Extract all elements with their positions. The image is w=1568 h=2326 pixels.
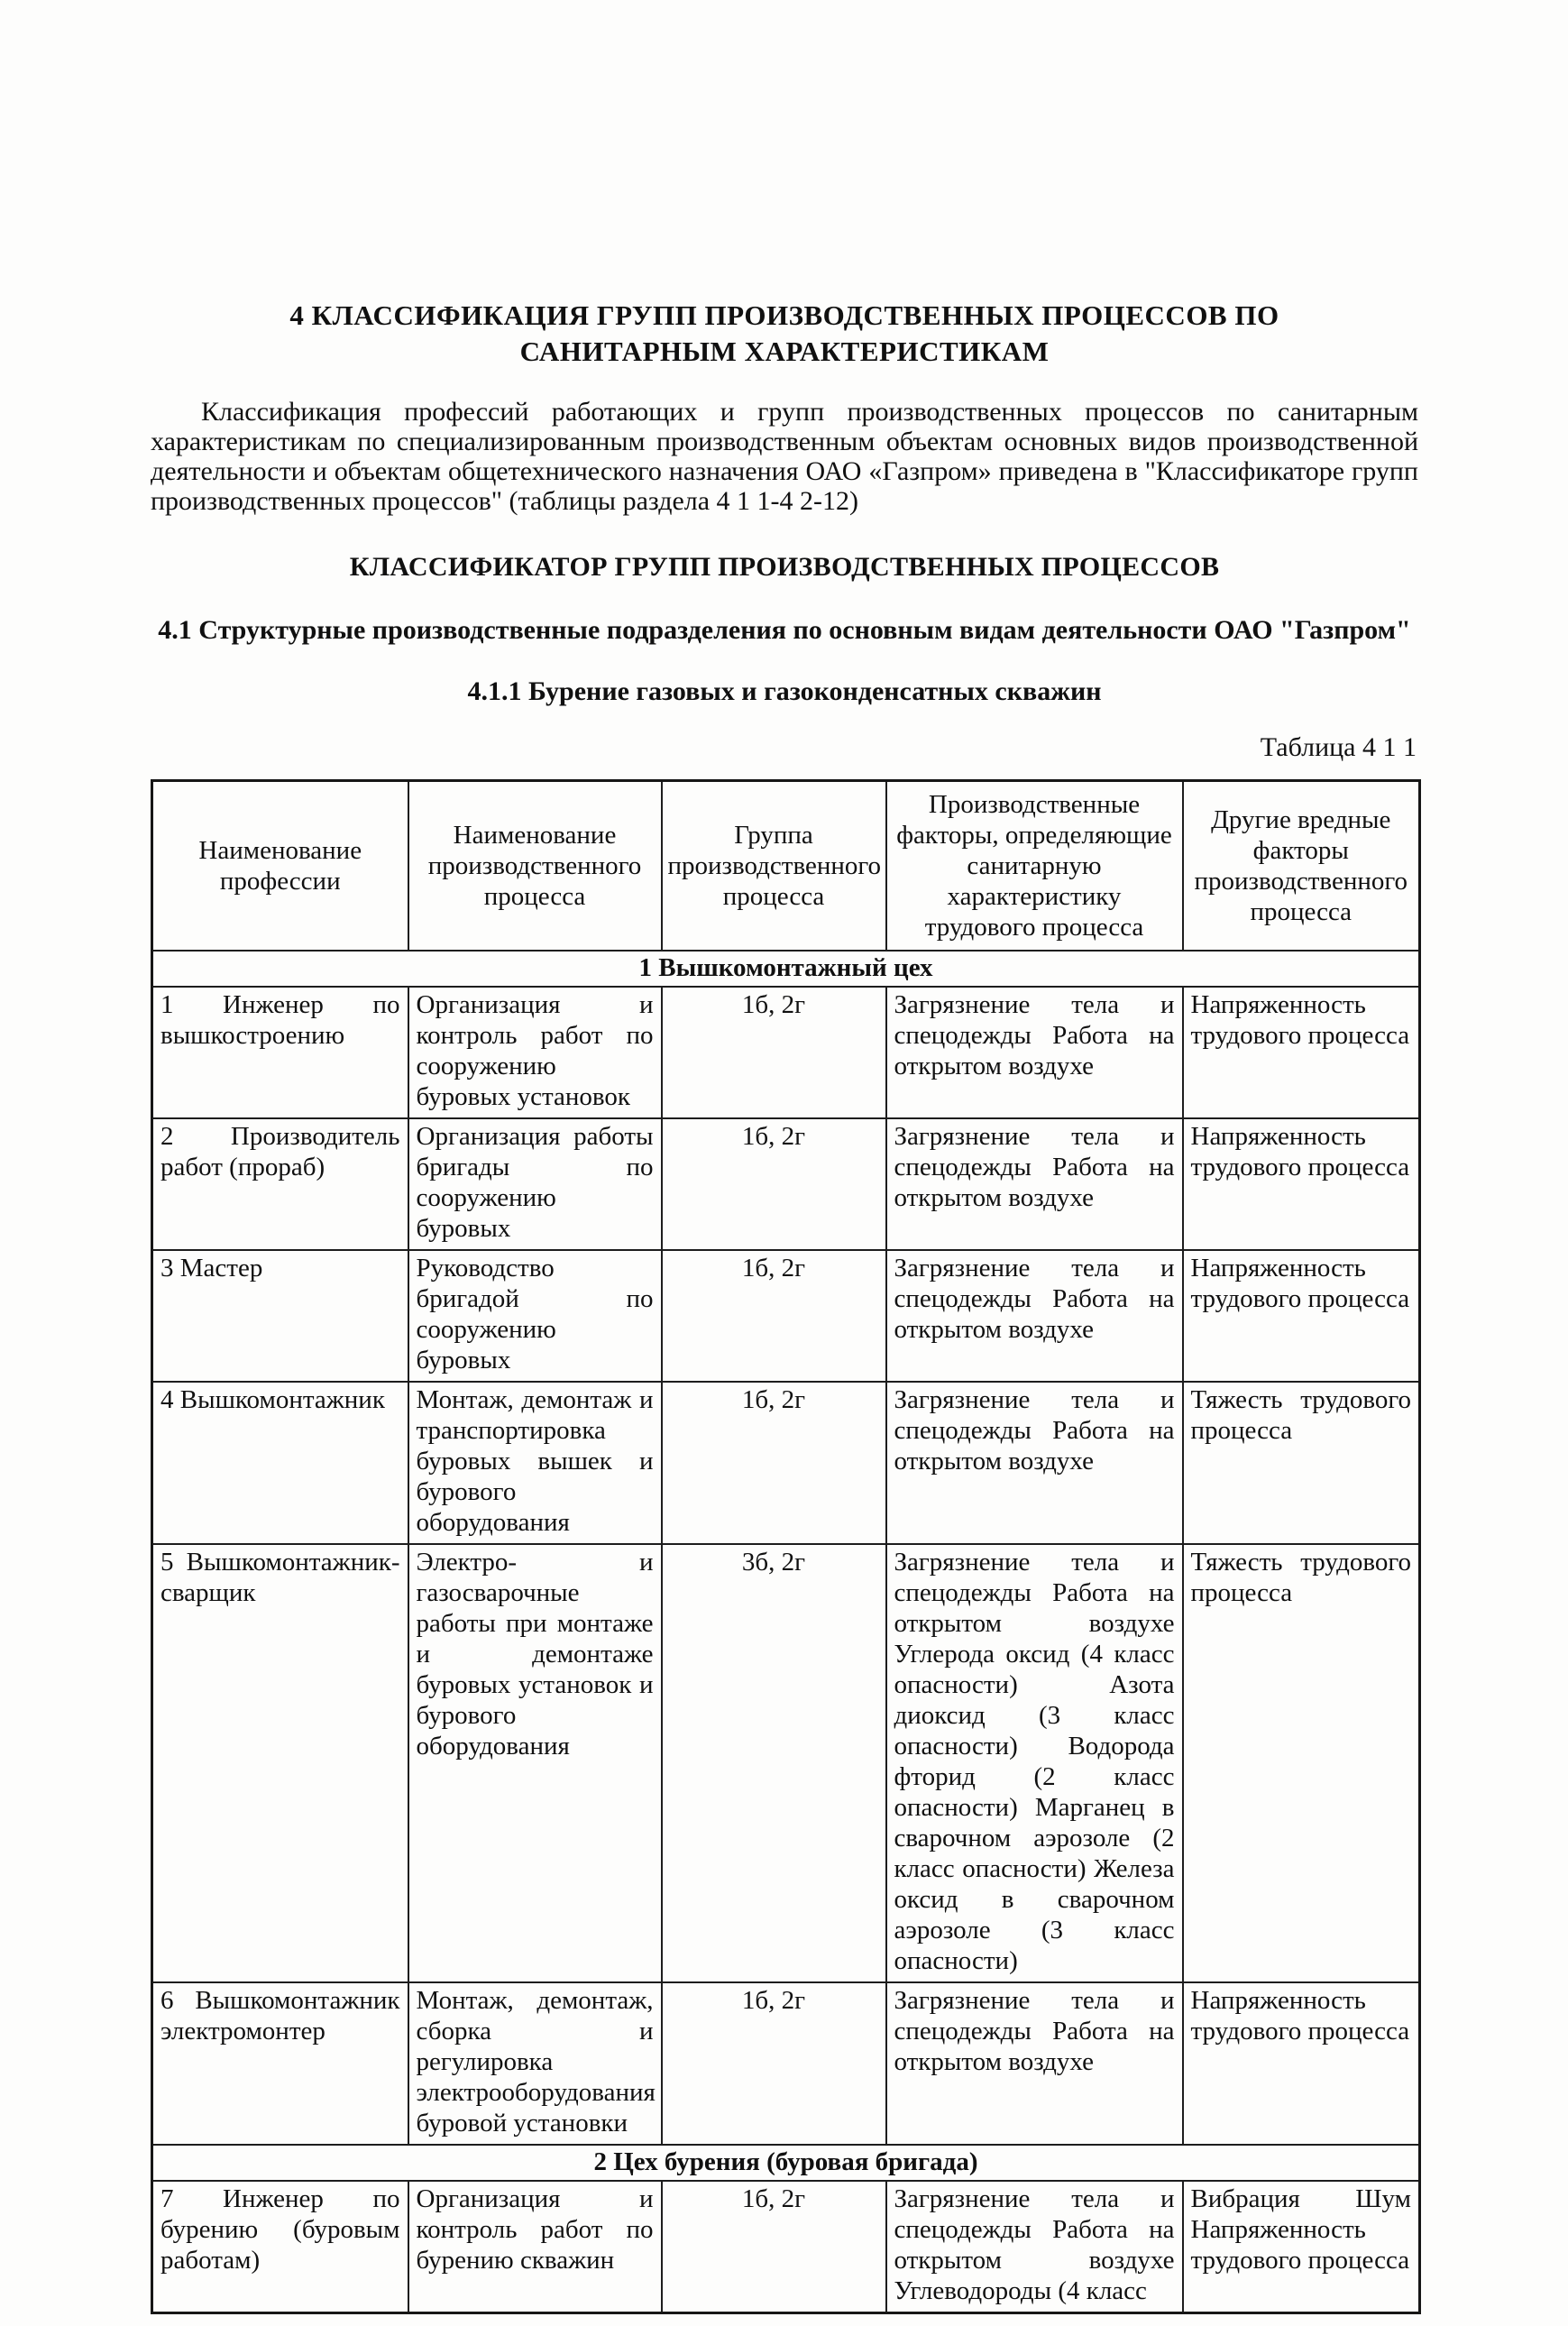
table-section-row: [152, 2145, 1420, 2181]
profession-cell: 4 Вышкомонтажник: [152, 1382, 408, 1544]
column-header-profession: Наименование профессии: [152, 781, 408, 952]
other-factors-cell: Тяжесть трудового процесса: [1183, 1544, 1420, 1982]
page-title: 4 КЛАССИФИКАЦИЯ ГРУПП ПРОИЗВОДСТВЕННЫХ ПРОЦЕССОВ ПО САНИТАРНЫМ ХАРАКТЕРИСТИКАМ: [289, 299, 1279, 367]
table-header-row: [152, 781, 1420, 952]
process-name-cell: Организация и контроль работ по бурению скважин: [408, 2181, 662, 2313]
other-factors-cell: Напряженность трудового процесса: [1183, 1118, 1420, 1250]
section-title: 2 Цех бурения (буровая бригада): [152, 2145, 1420, 2181]
profession-cell: 5 Вышкомонтажник-сварщик: [152, 1544, 408, 1982]
classifier-heading: КЛАССИФИКАТОР ГРУПП ПРОИЗВОДСТВЕННЫХ ПРОЦЕССОВ: [349, 552, 1220, 582]
process-name-cell: Монтаж, демонтаж и транспортировка буровых вышек и бурового оборудования: [408, 1382, 662, 1544]
other-factors-cell: Напряженность трудового процесса: [1183, 987, 1420, 1118]
table-row: [152, 987, 1420, 1118]
process-name-cell: Электро- и газосварочные работы при монтаже и демонтаже буровых установок и бурового оборудования: [408, 1544, 662, 1982]
other-factors-cell: Вибрация Шум Напряженность трудового процесса: [1183, 2181, 1420, 2313]
process-group-cell: 1б, 2г: [662, 1250, 886, 1382]
process-group-cell: 1б, 2г: [662, 1118, 886, 1250]
column-header-sanitary-factors: Производственные факторы, определяющие санитарную характеристику трудового процесса: [886, 781, 1183, 952]
table-row: [152, 2181, 1420, 2313]
profession-cell: 7 Инженер по бурению (буровым работам): [152, 2181, 408, 2313]
classification-table: [151, 779, 1421, 2314]
table-body: [152, 951, 1420, 2313]
profession-cell: 1 Инженер по вышкостроению: [152, 987, 408, 1118]
other-factors-cell: Напряженность трудового процесса: [1183, 1250, 1420, 1382]
document-content: [151, 298, 1418, 2314]
section-4-1-heading: 4.1 Структурные производственные подразделения по основным видам деятельности ОАО "Газпром": [158, 615, 1411, 645]
column-header-process-group: Группа производственного процесса: [662, 781, 886, 952]
column-header-process-name: Наименование производственного процесса: [408, 781, 662, 952]
table-section-row: [152, 951, 1420, 987]
process-name-cell: Организация и контроль работ по сооружению буровых установок: [408, 987, 662, 1118]
other-factors-cell: Напряженность трудового процесса: [1183, 1982, 1420, 2145]
sanitary-factors-cell: Загрязнение тела и спецодежды Работа на открытом воздухе: [886, 1982, 1183, 2145]
profession-cell: 3 Мастер: [152, 1250, 408, 1382]
intro-paragraph: Классификация профессий работающих и групп производственных процессов по санитарным характеристикам по специализированным производственным объектам основных видов производственной деятельности и объектам общетехнического назначения ОАО «Газпром» приведена в "Классификаторе групп производственных процессов" (таблицы раздела 4 1 1-4 2-12): [151, 397, 1418, 516]
sanitary-factors-cell: Загрязнение тела и спецодежды Работа на открытом воздухе: [886, 1382, 1183, 1544]
process-name-cell: Организация работы бригады по сооружению буровых: [408, 1118, 662, 1250]
process-name-cell: Руководство бригадой по сооружению буровых: [408, 1250, 662, 1382]
table-row: [152, 1382, 1420, 1544]
profession-cell: 6 Вышкомонтажник электромонтер: [152, 1982, 408, 2145]
table-row: [152, 1544, 1420, 1982]
sanitary-factors-cell: Загрязнение тела и спецодежды Работа на открытом воздухе: [886, 1250, 1183, 1382]
column-header-other-factors: Другие вредные факторы производственного процесса: [1183, 781, 1420, 952]
process-group-cell: 3б, 2г: [662, 1544, 886, 1982]
profession-cell: 2 Производитель работ (прораб): [152, 1118, 408, 1250]
other-factors-cell: Тяжесть трудового процесса: [1183, 1382, 1420, 1544]
section-title: 1 Вышкомонтажный цех: [152, 951, 1420, 987]
sanitary-factors-cell: Загрязнение тела и спецодежды Работа на открытом воздухе: [886, 987, 1183, 1118]
table-row: [152, 1250, 1420, 1382]
section-4-1-1-heading: 4.1.1 Бурение газовых и газоконденсатных скважин: [467, 676, 1102, 706]
table-caption: Таблица 4 1 1: [1260, 732, 1417, 762]
sanitary-factors-cell: Загрязнение тела и спецодежды Работа на открытом воздухе Углерода оксид (4 класс опасности) Азота диоксид (3 класс опасности) Водорода фторид (2 класс опасности) Марганец в сварочном аэрозоле (2 класс опасности) Железа оксид в сварочном аэрозоле (3 класс опасности): [886, 1544, 1183, 1982]
process-group-cell: 1б, 2г: [662, 1982, 886, 2145]
process-group-cell: 1б, 2г: [662, 987, 886, 1118]
table-row: [152, 1118, 1420, 1250]
process-name-cell: Монтаж, демонтаж, сборка и регулировка электрооборудования буровой установки: [408, 1982, 662, 2145]
sanitary-factors-cell: Загрязнение тела и спецодежды Работа на открытом воздухе Углеводороды (4 класс: [886, 2181, 1183, 2313]
process-group-cell: 1б, 2г: [662, 2181, 886, 2313]
sanitary-factors-cell: Загрязнение тела и спецодежды Работа на открытом воздухе: [886, 1118, 1183, 1250]
process-group-cell: 1б, 2г: [662, 1382, 886, 1544]
table-row: [152, 1982, 1420, 2145]
